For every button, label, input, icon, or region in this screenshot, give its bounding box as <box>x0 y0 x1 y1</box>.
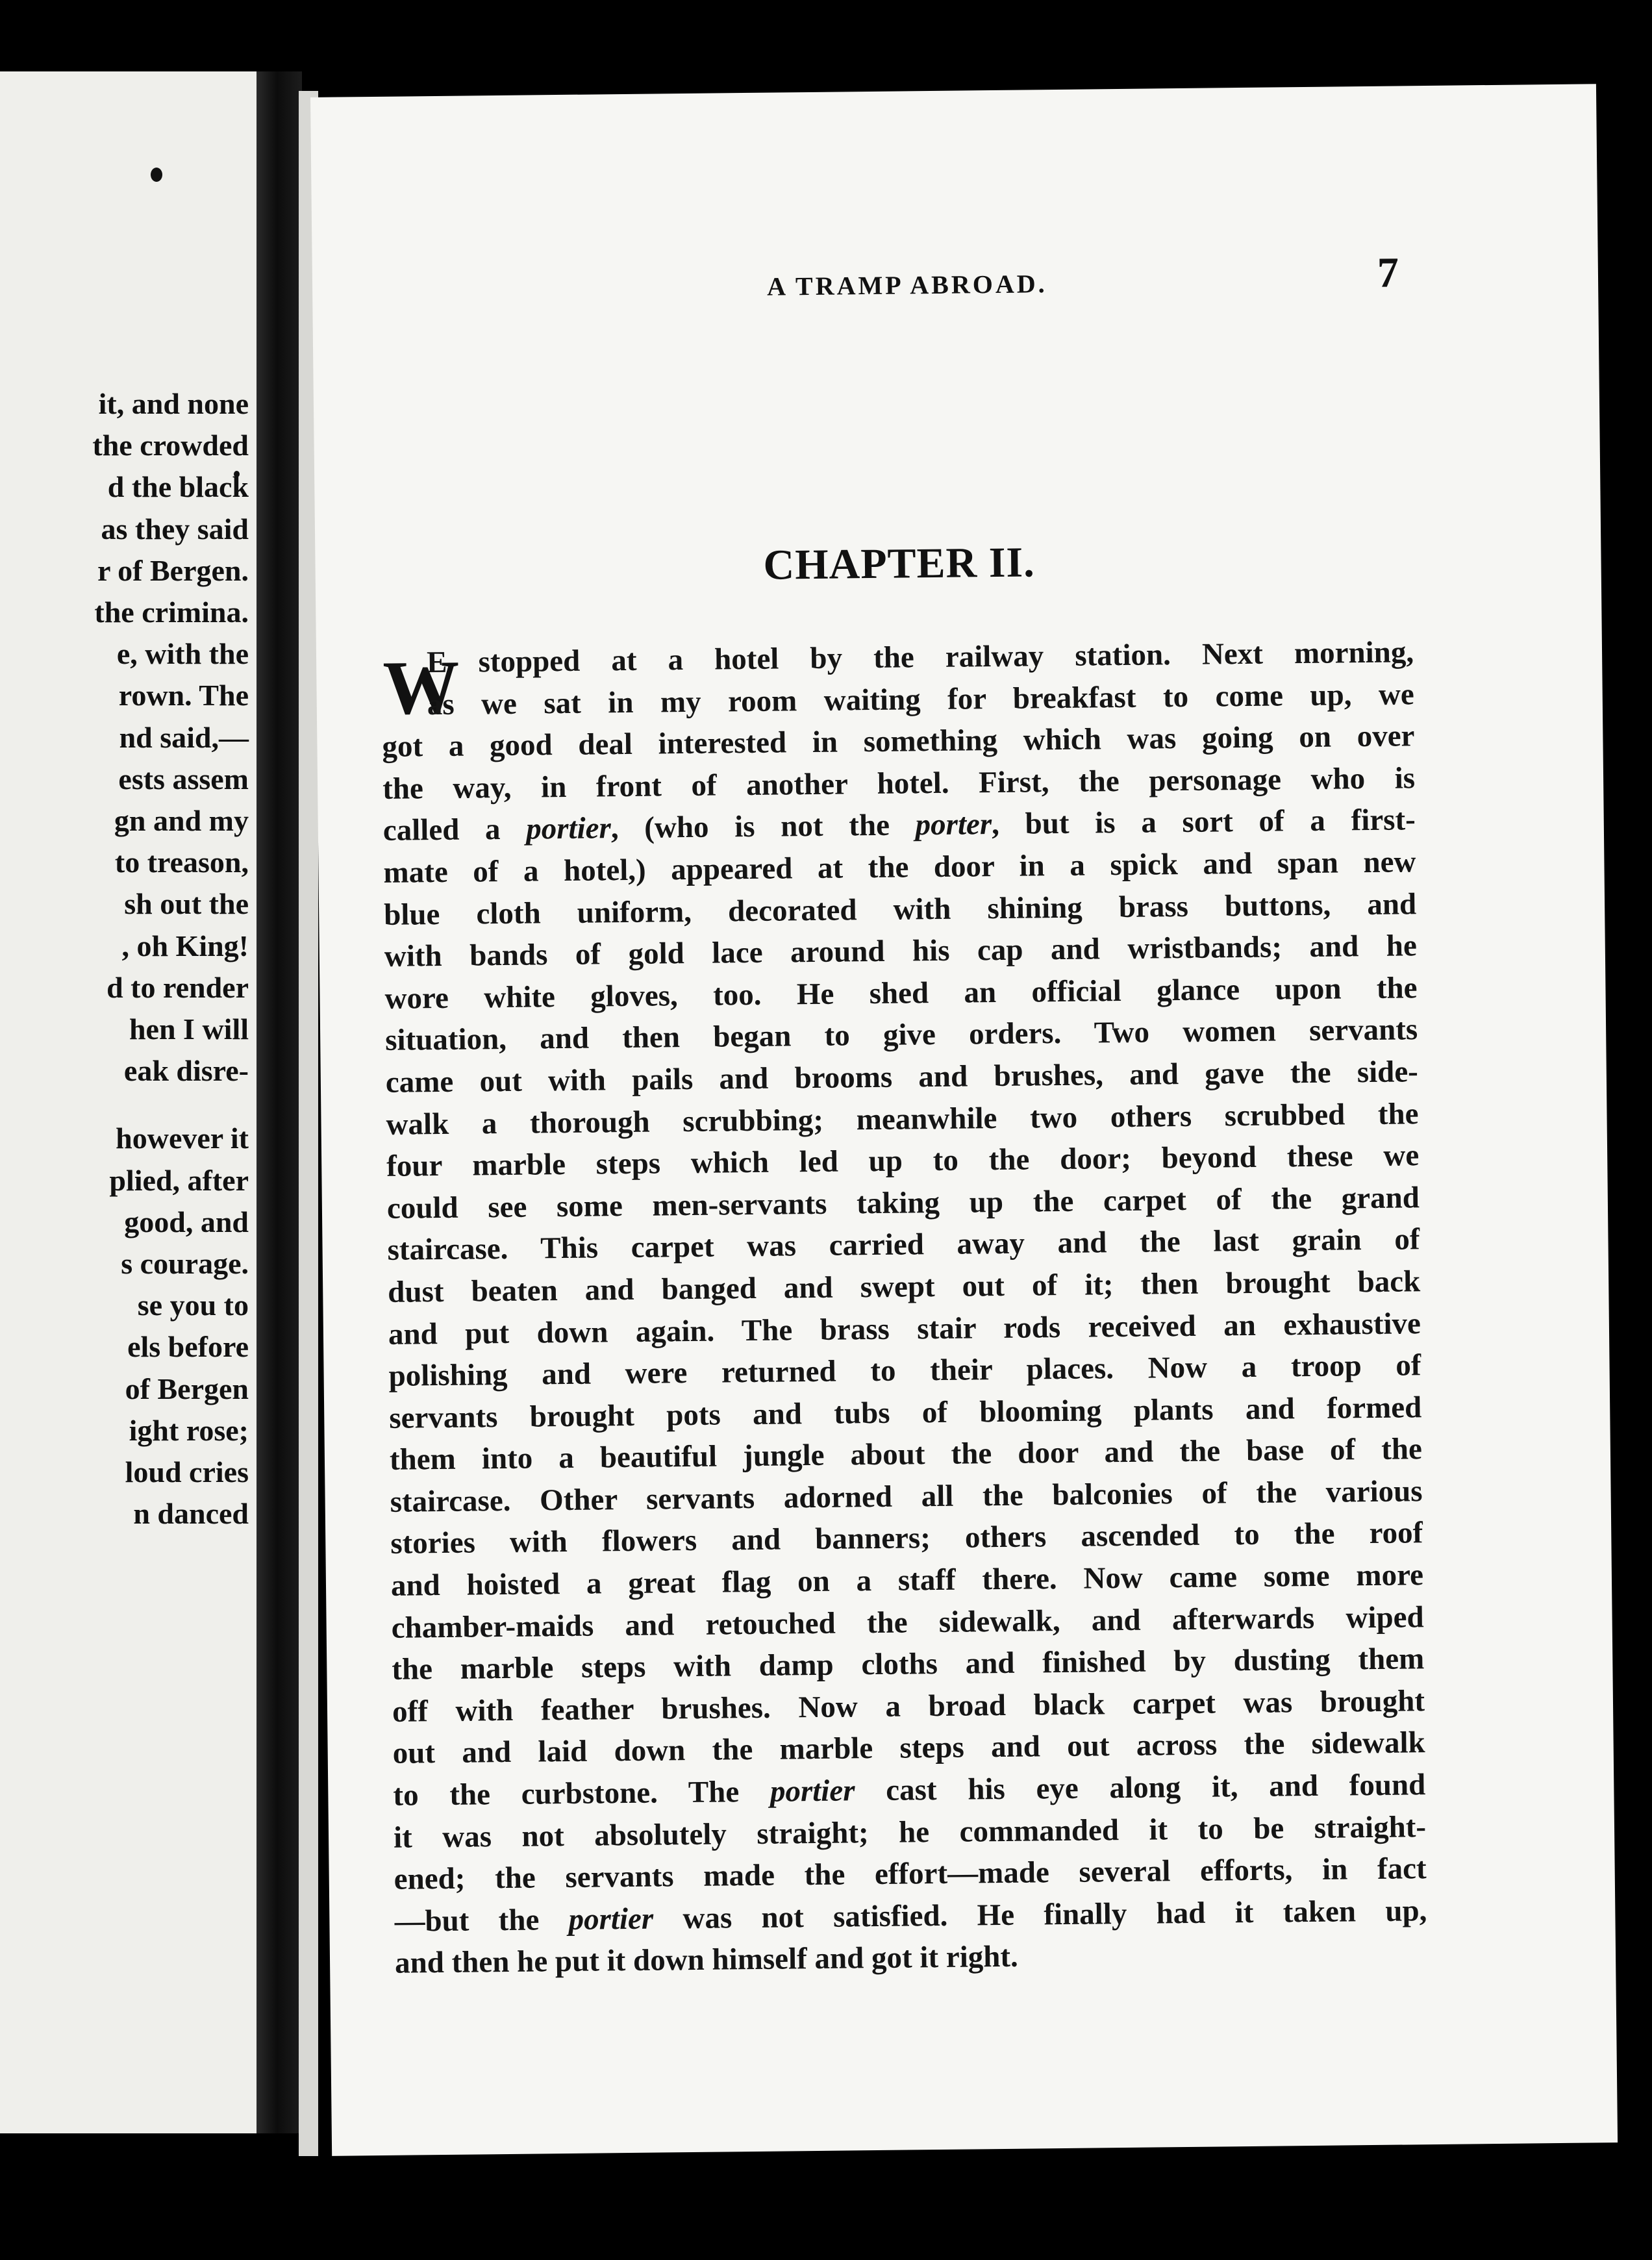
left-page-line: plied, after <box>109 1163 249 1197</box>
left-page-line: rown. The <box>118 679 249 712</box>
text-line: dust beaten and banged and swept out of it; then brought back <box>387 1264 1421 1309</box>
text-line: chamber-maids and retouched the sidewalk, and afterwards wiped <box>391 1600 1424 1645</box>
text-line: got a good deal interested in something which was going on over <box>382 719 1415 764</box>
text-line: blue cloth uniform, decorated with shining brass buttons, and <box>383 886 1417 932</box>
text-line: to the curbstone. The portier cast his eye along it, and found <box>393 1768 1426 1813</box>
left-page-line: the crimina. <box>94 596 249 629</box>
book-spine <box>257 71 302 2133</box>
left-page-line: sh out the <box>124 887 249 921</box>
text-line: and then he put it down himself and got it right. <box>394 1940 1019 1981</box>
text-line: came out with pails and brooms and brushes, and gave the side- <box>385 1055 1419 1099</box>
left-page-text <box>92 383 249 1535</box>
text-line: situation, and then began to give orders. Two women servants <box>384 1012 1418 1058</box>
left-page-line: loud cries <box>125 1455 249 1489</box>
text-line: polishing and were returned to their places. Now a troop of <box>388 1348 1421 1393</box>
text-line: could see some men-servants taking up the carpet of the grand <box>386 1180 1420 1225</box>
text-line: mate of a hotel,) appeared at the door in a spick and span new <box>383 845 1416 890</box>
right-page <box>310 84 1618 2156</box>
chapter-title: CHAPTER II. <box>763 538 1036 589</box>
text-line: called a portier, (who is not the porter, but is a sort of a first- <box>382 803 1416 848</box>
text-line: ened; the servants made the effort—made several efforts, in fact <box>394 1852 1427 1897</box>
text-line: as we sat in my room waiting for breakfast to come up, we <box>427 677 1414 722</box>
text-line: and hoisted a great flag on a staff there. Now came some more <box>390 1558 1424 1603</box>
text-line: them into a beautiful jungle about the door and the base of the <box>389 1432 1423 1477</box>
text-line: —but the portier was not satisfied. He finally had it taken up, <box>394 1893 1427 1939</box>
left-page-line: e, with the <box>116 637 249 671</box>
left-page-line: d to render <box>106 970 249 1004</box>
drop-cap: W <box>382 644 460 731</box>
text-line: it was not absolutely straight; he commanded it to be straight- <box>393 1809 1427 1855</box>
text-line: the way, in front of another hotel. First, the personage who is <box>382 761 1416 806</box>
left-page-line: it, and none <box>98 387 249 420</box>
left-page-line: d the black <box>107 470 249 504</box>
text-line: staircase. Other servants adorned all the balconies of the various <box>390 1474 1423 1519</box>
left-page-line: r of Bergen. <box>97 553 249 587</box>
left-page-line: ight rose; <box>129 1413 249 1447</box>
running-head: A TRAMP ABROAD. <box>766 269 1047 301</box>
text-line: with bands of gold lace around his cap and wristbands; and he <box>384 929 1418 974</box>
left-page <box>0 71 257 2133</box>
left-page-line: , oh King! <box>121 929 249 962</box>
left-page-line: se you to <box>137 1288 249 1322</box>
text-line: servants brought pots and tubs of blooming plants and formed <box>389 1390 1422 1435</box>
left-page-line: as they said <box>101 512 249 546</box>
text-line: stories with flowers and banners; others ascended to the roof <box>390 1516 1423 1561</box>
text-line: off with feather brushes. Now a broad black carpet was brought <box>392 1684 1425 1729</box>
left-page-line: good, and <box>124 1205 249 1238</box>
text-line: wore white gloves, too. He shed an official glance upon the <box>384 970 1418 1016</box>
text-line: E stopped at a hotel by the railway station. Next morning, <box>426 635 1414 680</box>
text-line: walk a thorough scrubbing; meanwhile two others scrubbed the <box>386 1096 1419 1142</box>
chapter-body-text <box>381 631 1428 1985</box>
text-line: four marble steps which led up to the door; beyond these we <box>386 1138 1420 1183</box>
left-page-line: n danced <box>133 1497 249 1531</box>
left-page-line: to treason, <box>114 846 249 879</box>
left-page-line: ests assem <box>118 762 249 796</box>
page-number: 7 <box>1377 249 1399 297</box>
left-page-line: however it <box>116 1122 249 1155</box>
text-line: the marble steps with damp cloths and finished by dusting them <box>392 1642 1425 1687</box>
left-page-line: nd said,— <box>119 720 249 754</box>
ink-speck <box>151 168 162 182</box>
left-page-line: the crowded <box>92 429 249 462</box>
left-page-line: eak disre- <box>123 1054 249 1088</box>
text-line: out and laid down the marble steps and out across the sidewalk <box>392 1726 1425 1771</box>
left-page-line: gn and my <box>114 804 249 838</box>
left-page-line: of Bergen <box>125 1372 249 1405</box>
text-line: and put down again. The brass stair rods received an exhaustive <box>388 1306 1421 1351</box>
left-page-line: s courage. <box>121 1247 249 1281</box>
left-page-line: els before <box>127 1330 249 1364</box>
left-page-line: hen I will <box>129 1012 249 1046</box>
text-line: staircase. This carpet was carried away and the last grain of <box>387 1222 1420 1268</box>
